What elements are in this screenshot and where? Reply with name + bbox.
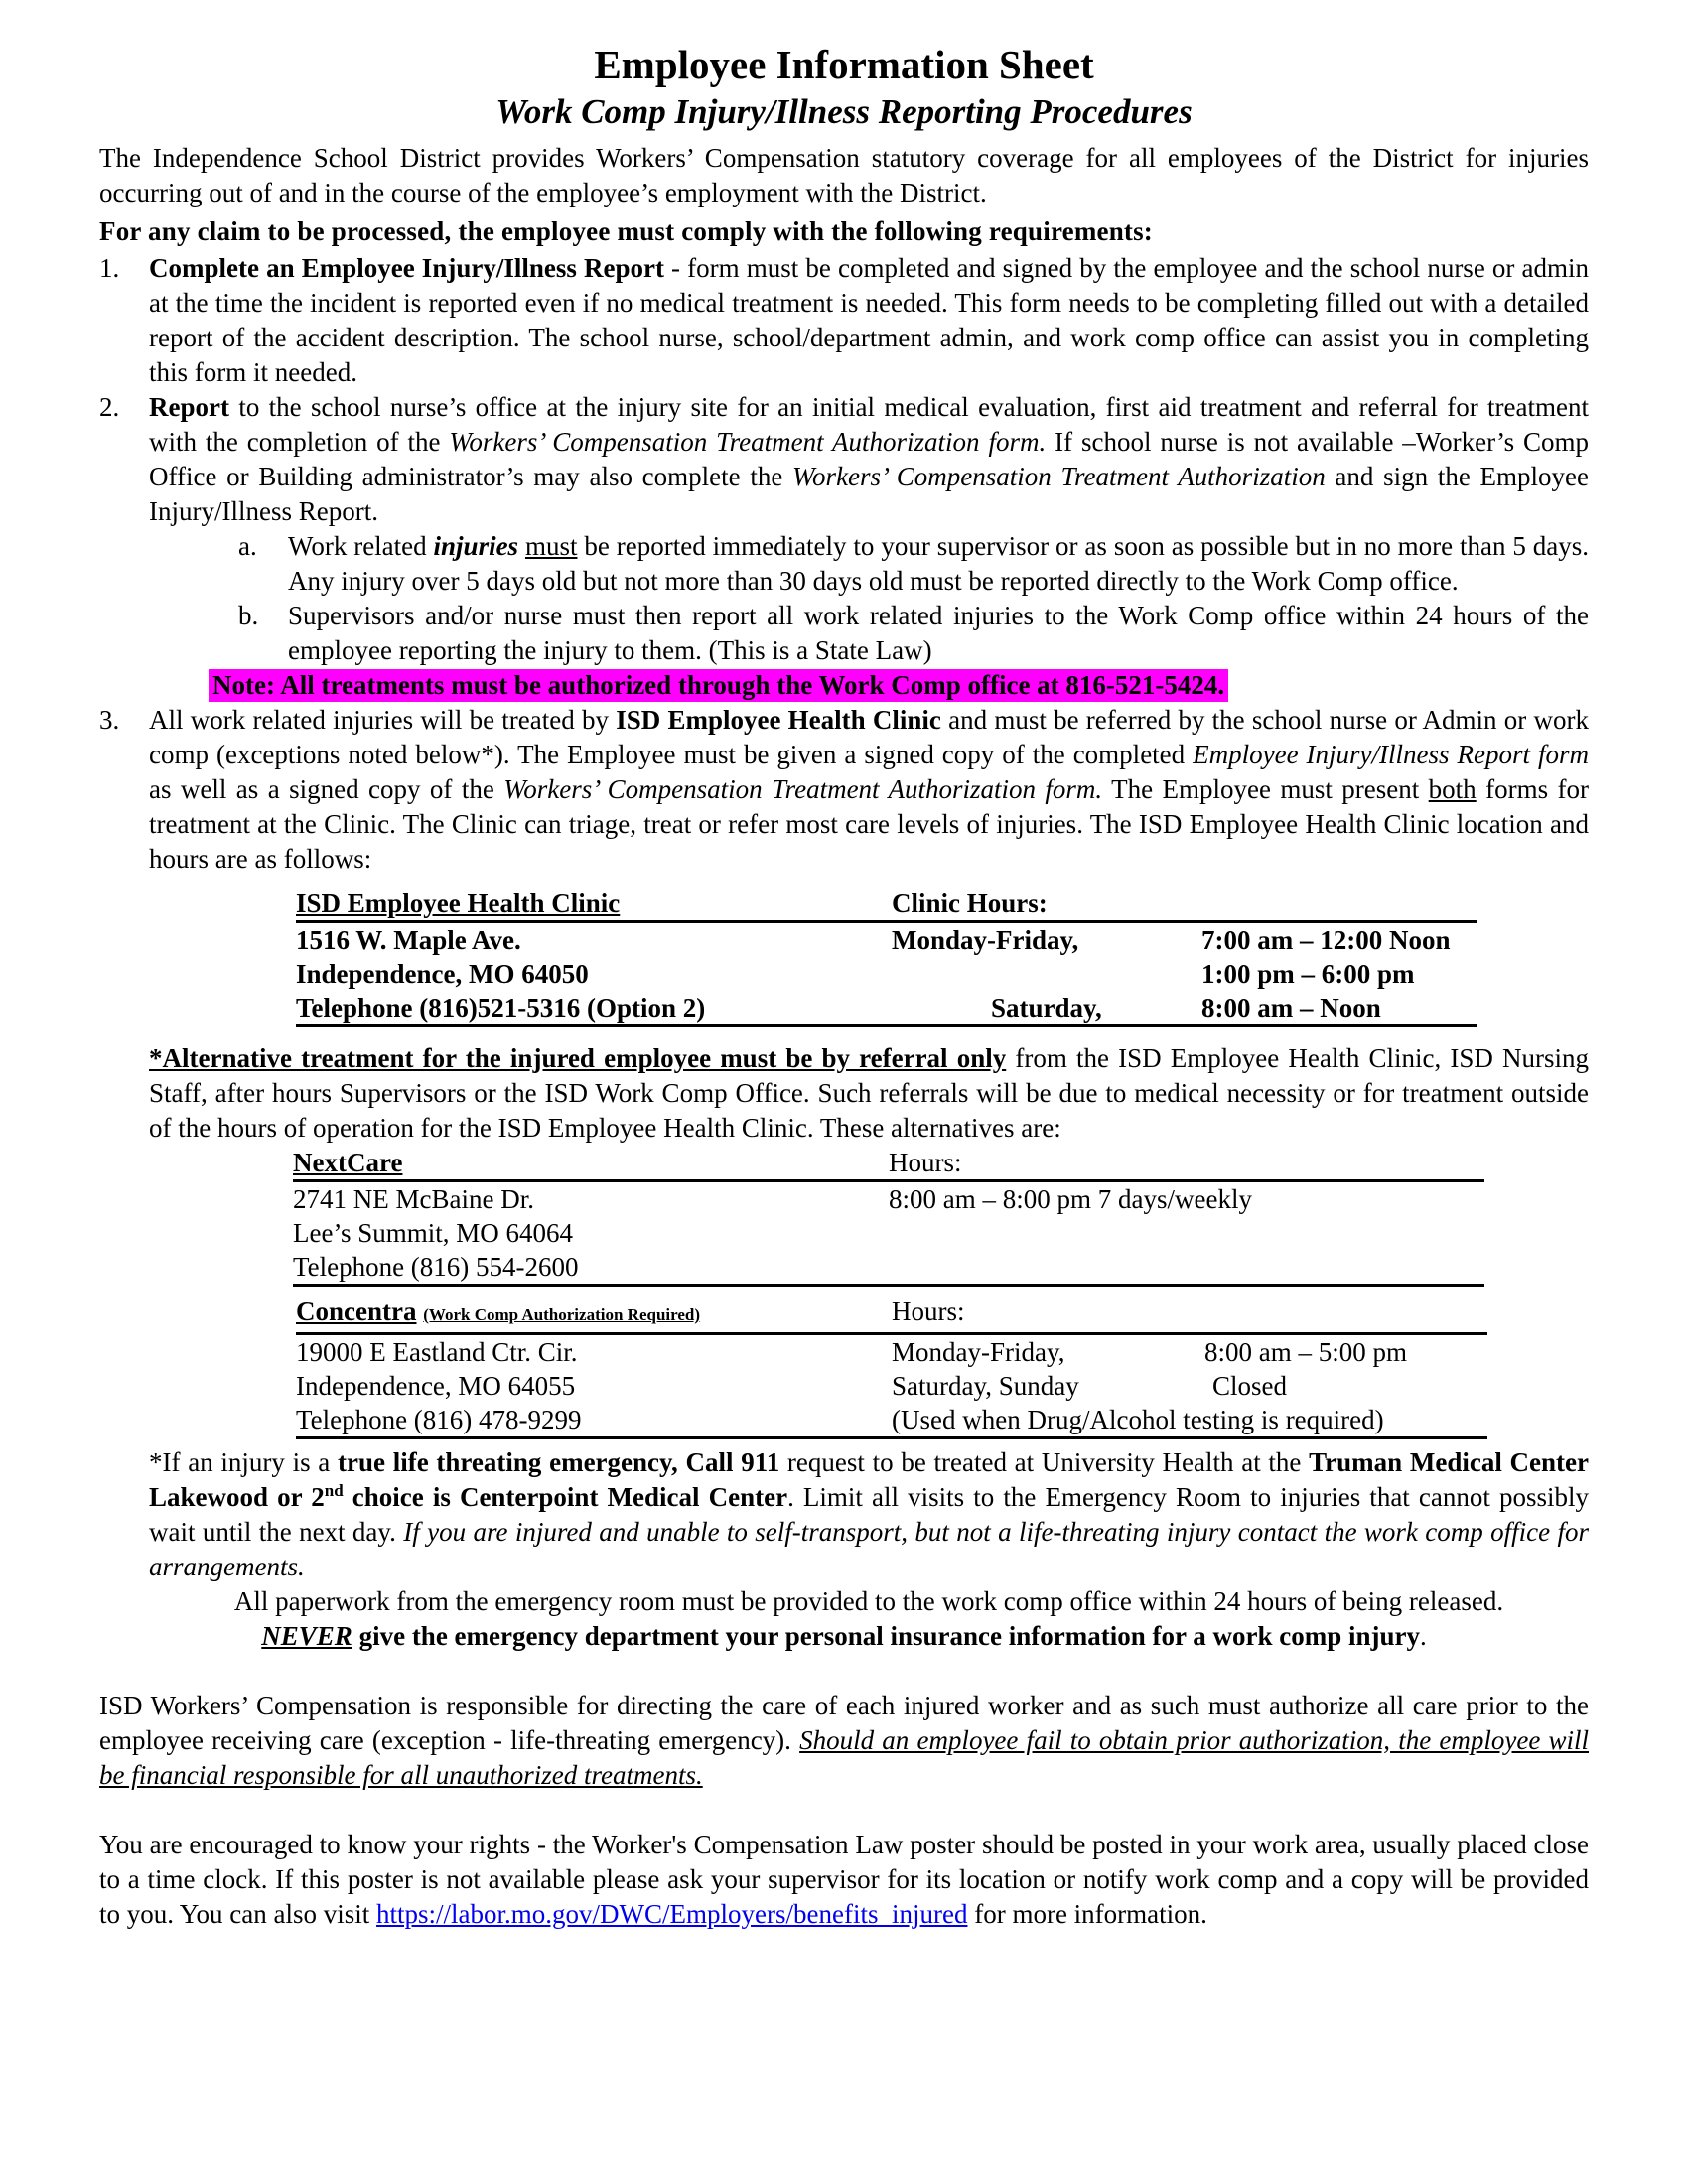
sub-b-text: Supervisors and/or nurse must then report all work related injuries to the Work Comp office within 24 hours of the employee reporting the injury to them. (This is a State Law)	[288, 601, 1589, 665]
responsibility-warning: Should an employee fail to obtain prior authorization, the employee will be financial responsible for all unauthorized treatments.	[99, 1725, 1589, 1790]
isd-weekday-hours1: 7:00 am – 12:00 Noon	[1201, 925, 1451, 955]
emergency-sup: nd	[324, 1481, 344, 1500]
item-3-bold: ISD Employee Health Clinic	[616, 705, 941, 735]
concentra-weekend-hours: Closed	[1212, 1371, 1288, 1401]
concentra-address1: 19000 E Eastland Ctr. Cir.	[296, 1337, 578, 1367]
item-2-italic: Workers’ Compensation Treatment Authorization form.	[449, 427, 1047, 457]
sub-a-text: be reported immediately to your supervisor or as soon as possible but in no more than 5 days. Any injury over 5 days old but not more than 30 days old must be reported directly to the Work Comp office.	[288, 531, 1589, 596]
item-3-italic: Employee Injury/Illness Report form	[1193, 740, 1589, 769]
isd-saturday-label: Saturday,	[892, 991, 1201, 1026]
isd-clinic-hours-label: Clinic Hours:	[892, 888, 1048, 918]
responsibility-paragraph	[99, 1689, 1589, 1793]
sub-item-letter: a.	[238, 531, 257, 561]
isd-clinic-phone: Telephone (816)521-5316 (Option 2)	[296, 991, 892, 1026]
requirement-item-1	[99, 251, 1589, 390]
sub-a-text: Work related	[288, 531, 434, 561]
concentra-weekday-label: Monday-Friday,	[892, 1337, 1065, 1367]
isd-clinic-table	[296, 887, 1477, 1027]
rights-end: for more information.	[967, 1899, 1207, 1929]
emergency-paragraph	[149, 1445, 1589, 1584]
concentra-hours-label: Hours:	[892, 1295, 1487, 1334]
requirement-item-3	[99, 703, 1589, 877]
nextcare-address2: Lee’s Summit, MO 64064	[293, 1218, 573, 1248]
sub-item-b	[99, 599, 1589, 668]
alternative-paragraph	[149, 1041, 1589, 1146]
never-emphasis: NEVER	[261, 1621, 352, 1651]
sub-item-a	[99, 529, 1589, 599]
concentra-drug-note: (Used when Drug/Alcohol testing is required)	[892, 1403, 1487, 1438]
item-number: 2.	[99, 392, 120, 422]
item-2-italic: Workers’ Compensation Treatment Authorization	[792, 462, 1326, 491]
nextcare-address1: 2741 NE McBaine Dr.	[293, 1184, 534, 1214]
sub-item-letter: b.	[238, 601, 259, 630]
rights-paragraph	[99, 1828, 1589, 1932]
item-3-text: and must be referred by the school nurse or Admin or work comp (exceptions noted below*). The Employee must be given a signed copy of the completed	[149, 705, 1590, 769]
nextcare-phone: Telephone (816) 554-2600	[293, 1250, 889, 1286]
item-3-italic: Workers’ Compensation Treatment Authorization form.	[503, 774, 1103, 804]
paperwork-line: All paperwork from the emergency room must be provided to the work comp office within 24 hours of being released.	[233, 1586, 1504, 1616]
alternative-text: from the ISD Employee Health Clinic, ISD Nursing Staff, after hours Supervisors or the ISD Work Comp Office. Such referrals will be due to medical necessity or for treatment outside of the hours of operation for the ISD Employee Health Clinic. These alternatives are:	[149, 1043, 1589, 1143]
dwc-link[interactable]: https://labor.mo.gov/DWC/Employers/benefits_injured	[376, 1899, 968, 1929]
item-2-text: and sign the Employee Injury/Illness Report.	[149, 462, 1589, 526]
emergency-text: *If an injury is a	[149, 1447, 339, 1477]
note-line	[99, 668, 1589, 703]
isd-weekday-label: Monday-Friday,	[892, 925, 1079, 955]
item-2-bold: Report	[149, 392, 229, 422]
nextcare-name: NextCare	[293, 1148, 403, 1177]
concentra-name: Concentra	[296, 1297, 417, 1326]
isd-clinic-address2: Independence, MO 64050	[296, 959, 589, 989]
document-page	[99, 40, 1589, 1932]
nextcare-hours: 8:00 am – 8:00 pm 7 days/weekly	[889, 1184, 1252, 1214]
emergency-bold: choice is Centerpoint Medical Center	[343, 1482, 788, 1512]
concentra-weekday-hours: 8:00 am – 5:00 pm	[1204, 1337, 1407, 1367]
item-number: 1.	[99, 253, 120, 283]
item-2-text: to the school nurse’s office at the injury site for an initial medical evaluation, first aid treatment and referral for treatment with the completion of the	[149, 392, 1589, 457]
concentra-weekend-label: Saturday, Sunday	[892, 1371, 1079, 1401]
isd-clinic-name: ISD Employee Health Clinic	[296, 888, 621, 918]
item-1-text: - form must be completed and signed by the employee and the school nurse or admin at the time the incident is reported even if no medical treatment is needed. This form needs to be completing filled out with a detailed report of the accident description. The school nurse, school/department admin, and work comp office can assist you in completing this form it needed.	[149, 253, 1590, 387]
item-3-text: All work related injuries will be treated by	[149, 705, 617, 735]
note-highlight: Note: All treatments must be authorized through the Work Comp office at 816-521-5424.	[209, 669, 1228, 702]
alternative-underline: *Alternative treatment for the injured employee must be by referral only	[149, 1043, 1007, 1073]
nextcare-table	[293, 1146, 1484, 1287]
item-3-underline: both	[1428, 774, 1477, 804]
isd-clinic-address1: 1516 W. Maple Ave.	[296, 925, 521, 955]
page-subtitle: Work Comp Injury/Illness Reporting Procedures	[495, 92, 1193, 131]
concentra-note: (Work Comp Authorization Required)	[423, 1305, 701, 1324]
isd-weekday-hours2: 1:00 pm – 6:00 pm	[1201, 959, 1415, 989]
concentra-phone: Telephone (816) 478-9299	[296, 1403, 892, 1438]
sub-a-bold-italic: injuries	[433, 531, 519, 561]
isd-saturday-hours: 8:00 am – Noon	[1201, 991, 1477, 1026]
sub-a-underline: must	[524, 531, 578, 561]
nextcare-hours-label: Hours:	[889, 1146, 1484, 1181]
requirement-item-2	[99, 390, 1589, 529]
concentra-address2: Independence, MO 64055	[296, 1371, 576, 1401]
concentra-table	[296, 1295, 1487, 1439]
responsibility-text: ISD Workers’ Compensation is responsible for directing the care of each injured worker and as such must authorize all care prior to the employee receiving care (exception - life-threating emergency).	[99, 1691, 1589, 1755]
item-3-text: forms for treatment at the Clinic. The Clinic can triage, treat or refer most care levels of injuries. The ISD Employee Health Clinic location and hours are as follows:	[149, 774, 1589, 874]
requirements-heading: For any claim to be processed, the employee must comply with the following requirements:	[99, 216, 1154, 246]
emergency-text: request to be treated at University Health at the	[779, 1447, 1310, 1477]
item-2-text: If school nurse is not available –Worker’s Comp Office or Building administrator’s may also complete the	[149, 427, 1590, 491]
emergency-text: . Limit all visits to the Emergency Room to injuries that cannot possibly wait until the next day.	[149, 1482, 1589, 1547]
intro-paragraph: The Independence School District provides Workers’ Compensation statutory coverage for all employees of the District for injuries occurring out of and in the course of the employee’s employment with the District.	[99, 143, 1589, 207]
never-text: give the emergency department your personal insurance information for a work comp injury	[352, 1621, 1420, 1651]
emergency-italic: If you are injured and unable to self-transport, but not a life-threating injury contact the work comp office for arrangements.	[149, 1517, 1589, 1581]
never-end: .	[1419, 1621, 1427, 1651]
never-line	[99, 1619, 1589, 1654]
item-1-bold: Complete an Employee Injury/Illness Report	[149, 253, 664, 283]
item-number: 3.	[99, 705, 120, 735]
emergency-bold: Truman Medical Center Lakewood or 2	[149, 1447, 1590, 1512]
rights-text: You are encouraged to know your rights - the Worker's Compensation Law poster should be posted in your work area, usually placed close to a time clock. If this poster is not available please ask your supervisor for its location or notify work comp and a copy will be provided to you. You can also visit	[99, 1830, 1589, 1929]
item-3-text: The Employee must present	[1102, 774, 1429, 804]
emergency-bold: true life threating emergency, Call 911	[338, 1447, 780, 1477]
page-title: Employee Information Sheet	[594, 42, 1094, 87]
item-3-text: as well as a signed copy of the	[149, 774, 504, 804]
